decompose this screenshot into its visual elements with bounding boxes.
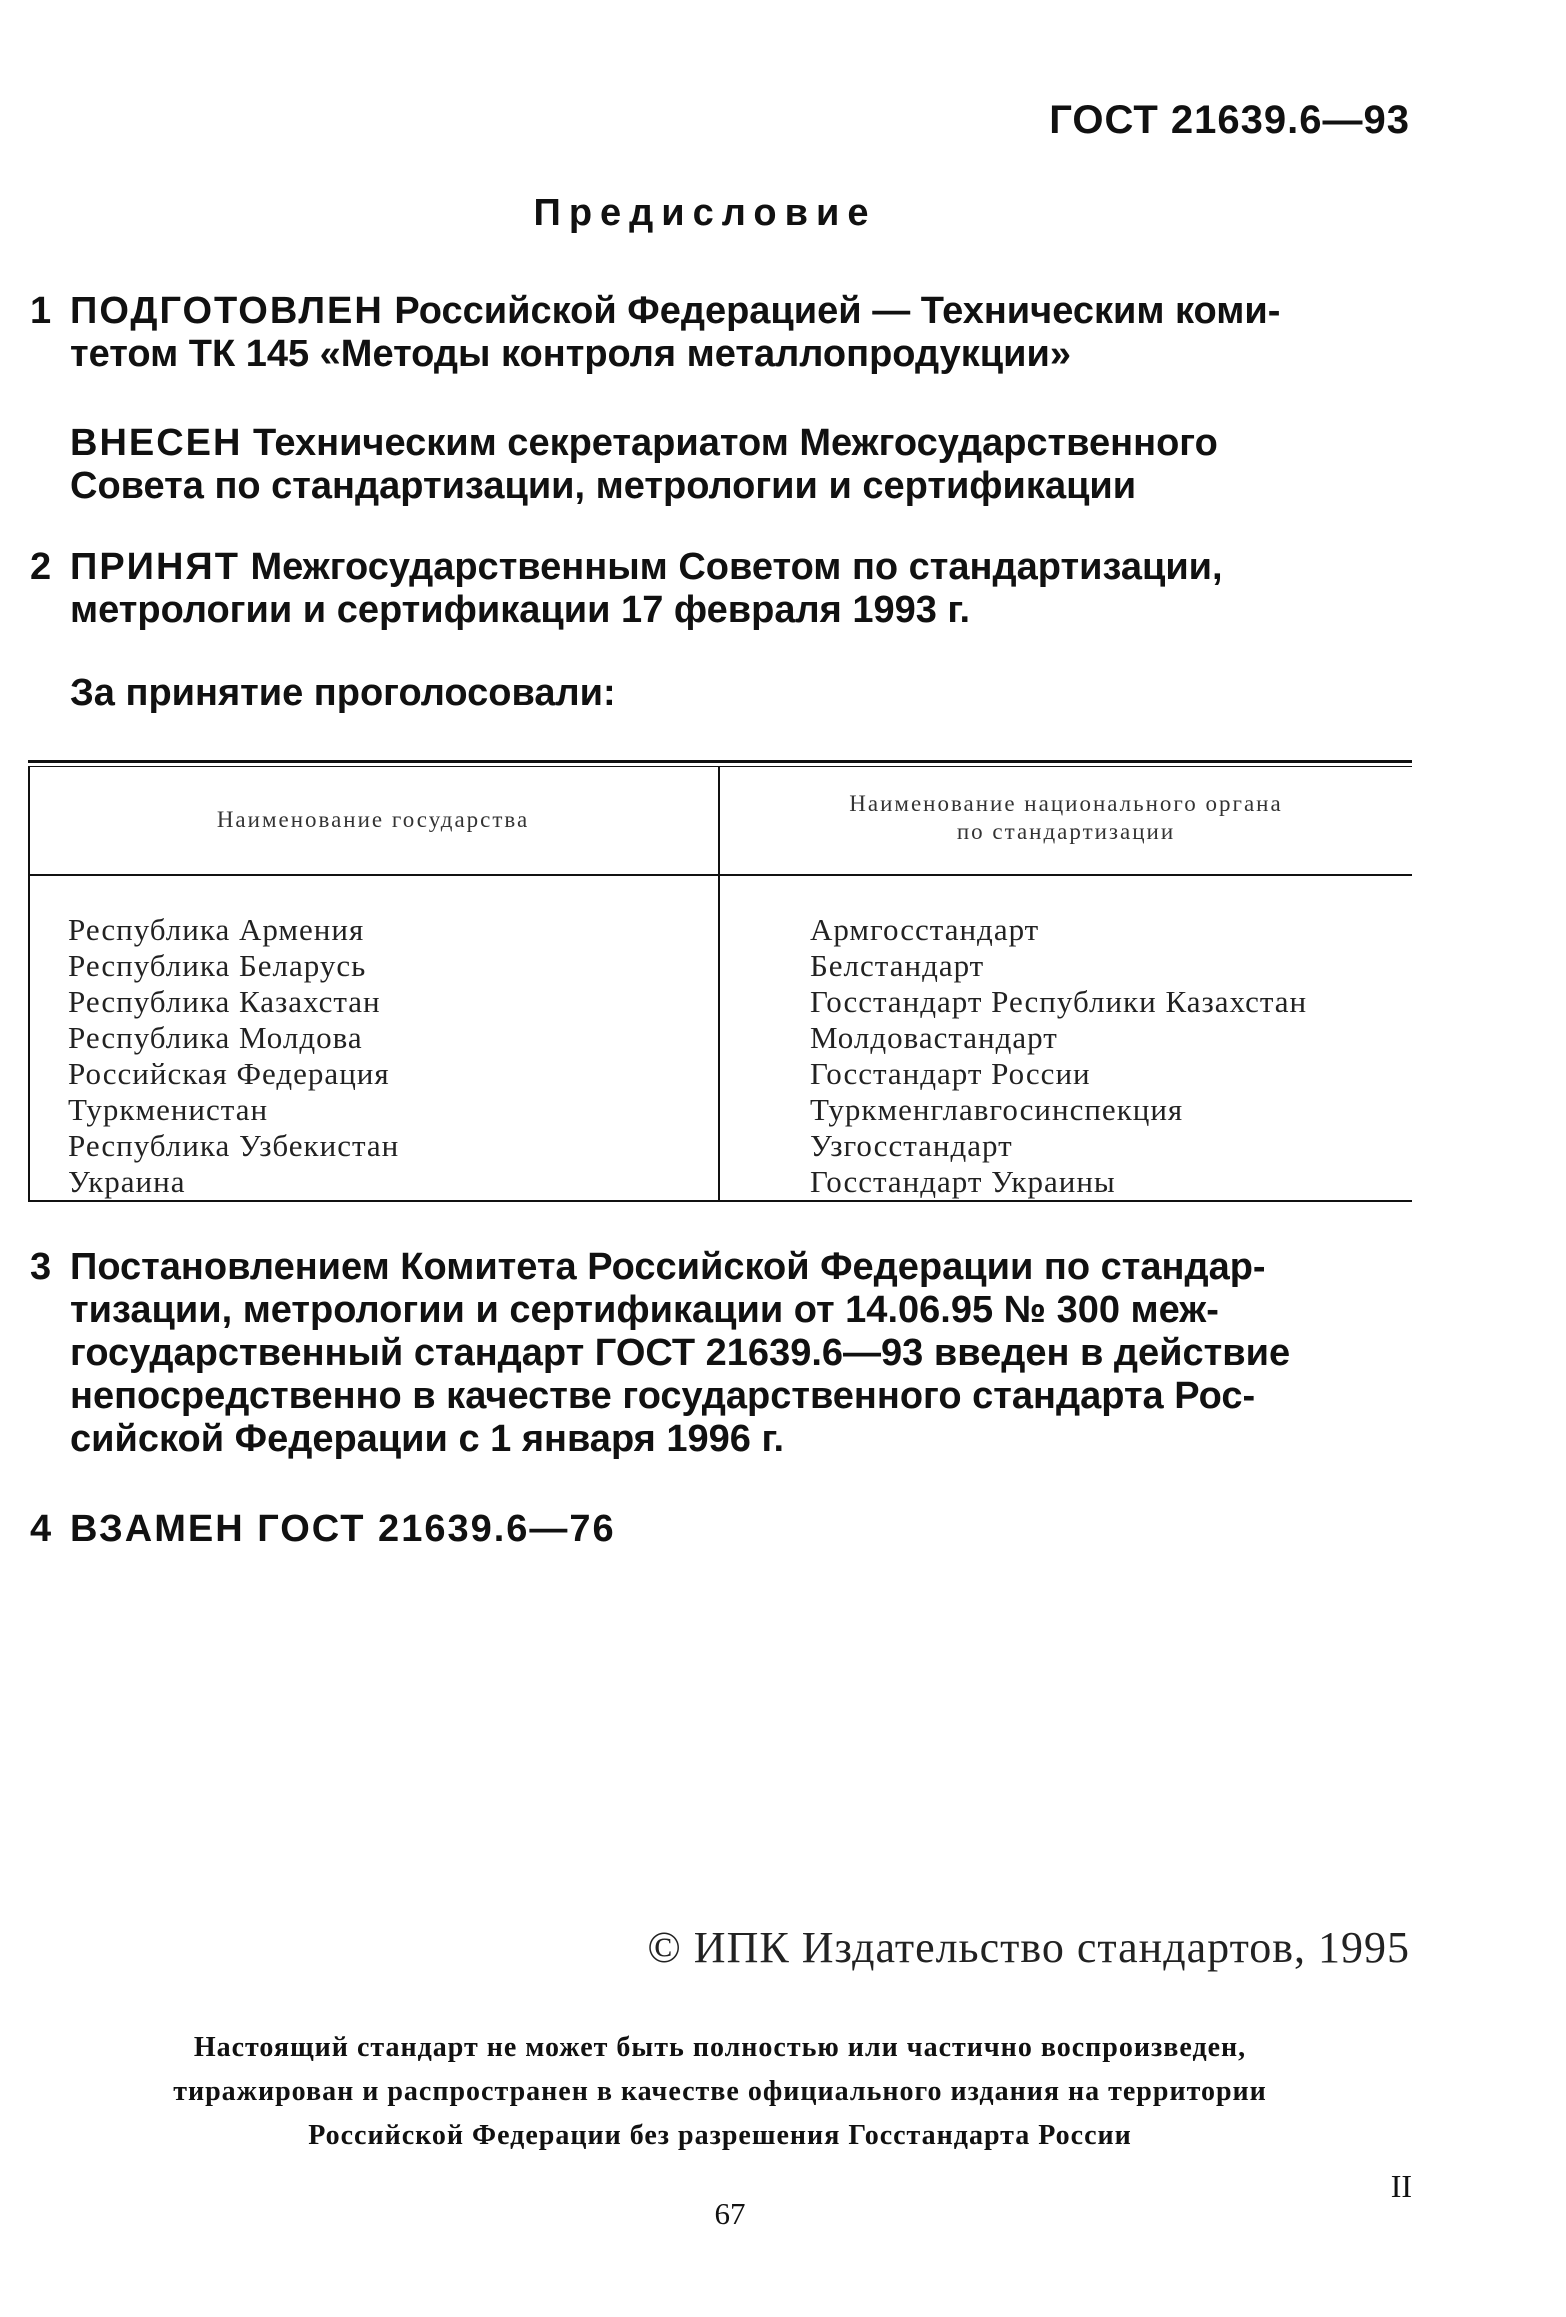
item-2-line1: Межгосударственным Советом по стандартизации, [250, 546, 1223, 588]
voting-table [28, 760, 1412, 1202]
body-row: Госстандарт Украины [810, 1164, 1116, 1199]
item-1b-keyword: ВНЕСЕН [70, 422, 243, 464]
item-4-number: 4 [30, 1508, 52, 1550]
item-3-line: непосредственно в качестве государственного стандарта Рос- [70, 1375, 1256, 1417]
state-row: Республика Молдова [68, 1020, 363, 1055]
item-3-line: тизации, метрологии и сертификации от 14.06.95 № 300 меж- [70, 1289, 1219, 1331]
states-column [68, 912, 399, 1200]
item-1b-line2: Совета по стандартизации, метрологии и сертификации [70, 465, 1137, 507]
item-2-number: 2 [30, 546, 52, 588]
item-2 [30, 546, 1412, 632]
body-row: Белстандарт [810, 948, 985, 983]
roman-page-number: II [1390, 2168, 1412, 2204]
body-row: Госстандарт России [810, 1056, 1091, 1091]
header-body-line1: Наименование национального органа [849, 791, 1283, 816]
notice-line: Российской Федерации без разрешения Госстандарта России [308, 2120, 1132, 2151]
state-row: Туркменистан [68, 1092, 269, 1127]
body-row: Туркменглавгосинспекция [810, 1092, 1184, 1127]
state-row: Республика Беларусь [68, 948, 367, 983]
item-3 [30, 1246, 1412, 1461]
item-3-line: государственный стандарт ГОСТ 21639.6—93 введен в действие [70, 1332, 1291, 1374]
header-body [720, 790, 1412, 846]
item-1b-line1: Техническим секретариатом Межгосударственного [253, 422, 1218, 464]
table-bottom-border [28, 1200, 1412, 1202]
document-code: ГОСТ 21639.6—93 [1049, 98, 1410, 142]
state-row: Республика Казахстан [68, 984, 381, 1019]
state-row: Украина [68, 1164, 186, 1199]
body-row: Узгосстандарт [810, 1128, 1013, 1163]
page-title: Предисловие [533, 192, 877, 234]
item-1b [70, 422, 1412, 508]
item-1 [30, 290, 1412, 376]
item-4 [30, 1508, 616, 1551]
body-row: Госстандарт Республики Казахстан [810, 984, 1308, 1019]
header-state: Наименование государства [216, 807, 530, 832]
state-row: Республика Армения [68, 912, 365, 947]
item-1-line1: Российской Федерацией — Техническим коми- [394, 290, 1281, 332]
item-3-line: сийской Федерации с 1 января 1996 г. [70, 1418, 785, 1460]
table-header-divider [28, 874, 1412, 876]
header-body-line2: по стандартизации [956, 819, 1176, 844]
body-row: Молдовастандарт [810, 1020, 1058, 1055]
page-number: 67 [714, 2196, 746, 2231]
notice-line: тиражирован и распространен в качестве официального издания на территории [173, 2076, 1267, 2107]
table-top-border-inner [28, 766, 1412, 767]
item-2-line2: метрологии и сертификации 17 февраля 1993 г. [70, 589, 971, 631]
item-2-keyword: ПРИНЯТ [70, 546, 240, 588]
notice-line: Настоящий стандарт не может быть полностью или частично воспроизведен, [193, 2032, 1247, 2063]
vote-intro: За принятие проголосовали: [70, 672, 616, 714]
state-row: Республика Узбекистан [68, 1128, 400, 1163]
item-1-number: 1 [30, 290, 52, 332]
state-row: Российская Федерация [68, 1056, 390, 1091]
item-1-line2: тетом ТК 145 «Методы контроля металлопродукции» [70, 333, 1071, 375]
item-3-line: Постановлением Комитета Российской Федерации по стандар- [70, 1246, 1266, 1288]
item-1-keyword: ПОДГОТОВЛЕН [70, 290, 384, 332]
reproduction-notice [0, 2026, 1440, 2158]
item-4-text: ВЗАМЕН ГОСТ 21639.6—76 [70, 1508, 616, 1550]
copyright: © ИПК Издательство стандартов, 1995 [647, 1923, 1410, 1972]
bodies-column [810, 912, 1307, 1200]
body-row: Армгосстандарт [810, 912, 1040, 947]
item-3-number: 3 [30, 1246, 52, 1288]
table-top-border [28, 760, 1412, 763]
